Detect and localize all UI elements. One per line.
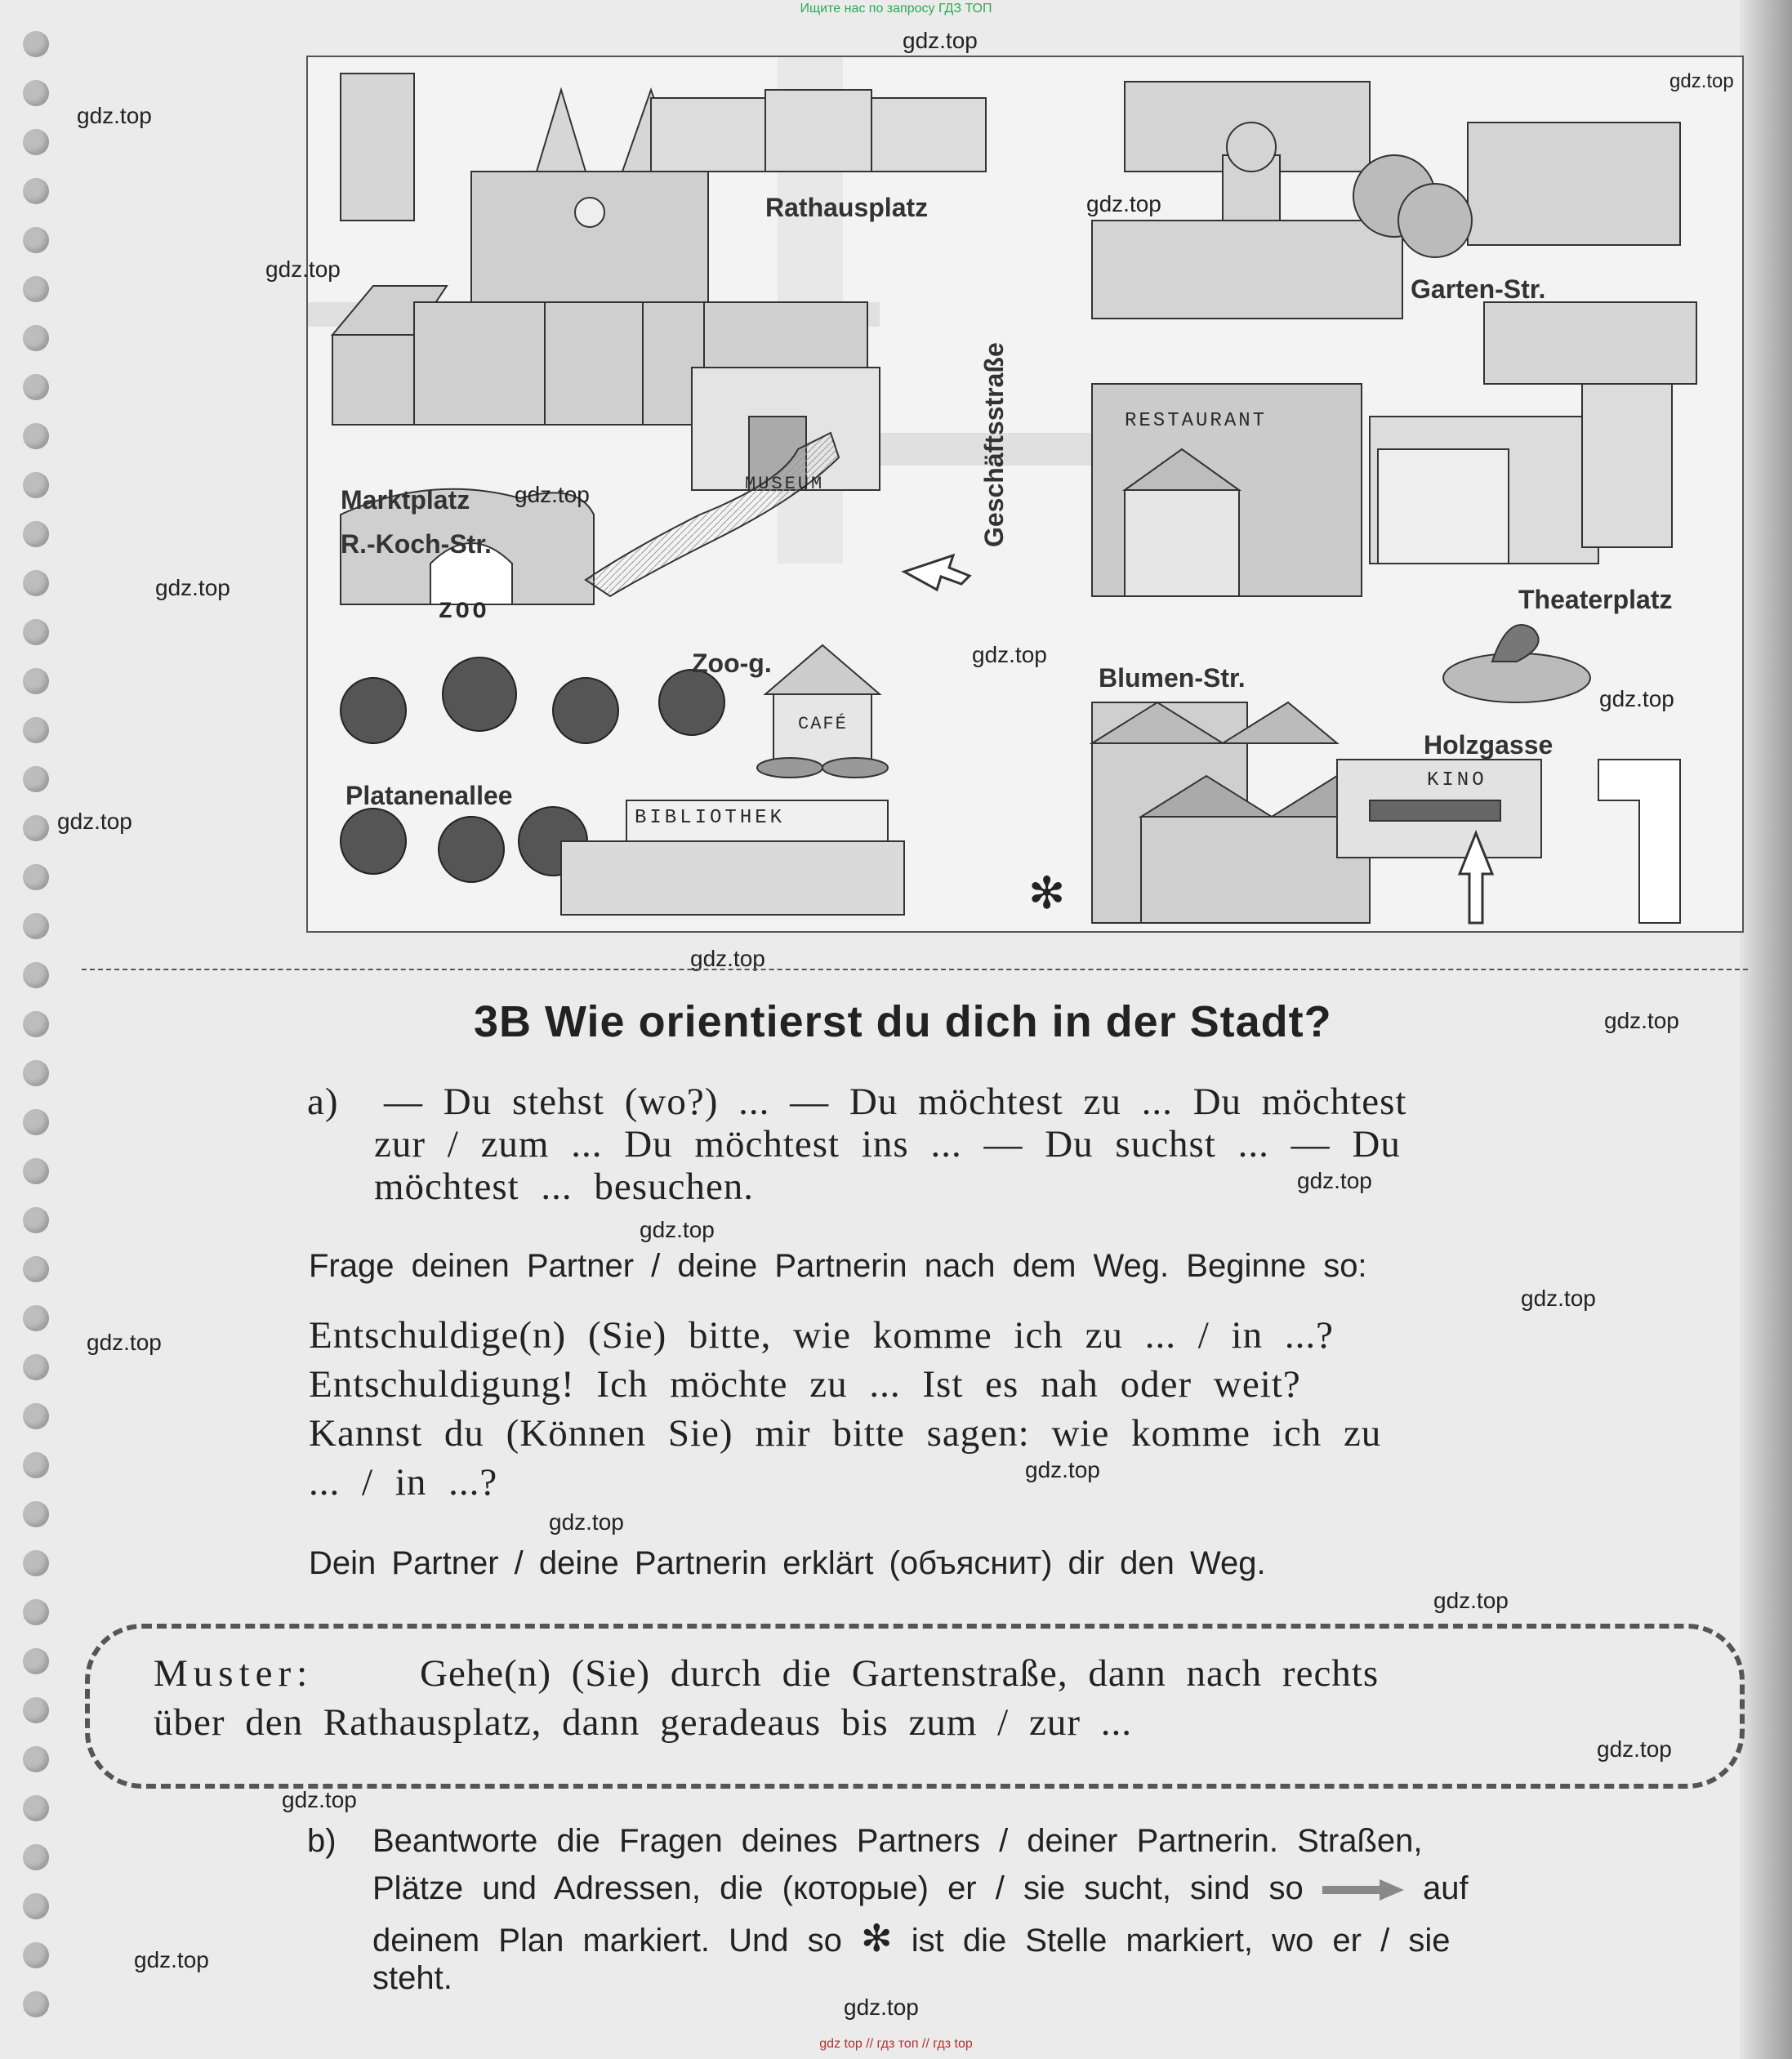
- part-b-line-3-text: deinem Plan markiert. Und so: [372, 1923, 842, 1959]
- label-garten-str: Garten-Str.: [1411, 274, 1546, 304]
- part-b-line-4: steht.: [372, 1960, 452, 1996]
- separator-line: [82, 969, 1748, 970]
- top-banner: Ищите нас по запросу ГДЗ ТОП: [800, 2, 992, 16]
- question-1: Entschuldige(n) (Sie) bitte, wie komme ich zu ... / in ...?: [309, 1314, 1334, 1357]
- label-zoo-g: Zoo-g.: [692, 648, 772, 678]
- watermark: gdz.top: [282, 1787, 357, 1812]
- part-a-line-2: zur / zum ... Du möchtest ins ... — Du suchst ... — Du: [374, 1123, 1401, 1165]
- watermark: gdz.top: [1086, 191, 1161, 216]
- watermark: gdz.top: [1669, 70, 1734, 92]
- label-marktplatz: Marktplatz: [341, 485, 470, 515]
- watermark: gdz.top: [155, 575, 230, 600]
- theater-icon: [1370, 302, 1696, 564]
- watermark: gdz.top: [690, 946, 765, 971]
- part-b-line-3-end: ist die Stelle markiert, wo er / sie: [911, 1923, 1451, 1959]
- watermark: gdz.top: [903, 28, 978, 53]
- bottom-banner: gdz top // гдз топ // гдз top: [819, 2037, 973, 2051]
- question-4: ... / in ...?: [309, 1461, 498, 1504]
- gray-arrow-icon: [1322, 1879, 1404, 1901]
- fountain-icon: [1443, 625, 1590, 702]
- label-platanenallee: Platanenallee: [345, 781, 513, 810]
- watermark: gdz.top: [1297, 1168, 1372, 1193]
- label-geschaeftsstrasse: Geschäftsstraße: [979, 342, 1009, 547]
- watermark: gdz.top: [972, 642, 1047, 667]
- part-b-line-3: [372, 1916, 1450, 1960]
- muster-label: Muster:: [154, 1652, 314, 1695]
- sign-museum: MUSEUM: [745, 474, 825, 494]
- sign-kino: KINO: [1427, 769, 1487, 791]
- location-star-icon: ✻: [1028, 869, 1066, 918]
- watermark: gdz.top: [1025, 1457, 1100, 1482]
- townhouses-icon: [651, 90, 986, 172]
- sign-restaurant: RESTAURANT: [1125, 410, 1268, 432]
- label-blumen-str: Blumen-Str.: [1099, 663, 1246, 693]
- muster-line-1: Gehe(n) (Sie) durch die Gartenstraße, dann nach rechts: [420, 1652, 1380, 1695]
- label-rathausplatz: Rathausplatz: [765, 193, 929, 222]
- star-marker-icon: ✻: [861, 1917, 893, 1959]
- explain-text: Dein Partner / deine Partnerin erklärt (объяснит) dir den Weg.: [309, 1545, 1266, 1581]
- part-b-label: b): [307, 1823, 337, 1859]
- label-theaterplatz: Theaterplatz: [1518, 585, 1673, 614]
- watermark: gdz.top: [1597, 1736, 1672, 1762]
- part-a-label: a): [307, 1081, 339, 1123]
- label-holzgasse: Holzgasse: [1424, 730, 1554, 760]
- part-a-line-3: möchtest ... besuchen.: [374, 1165, 755, 1208]
- part-b-line-2-text: Plätze und Adressen, die (которые) er / sie sucht, sind so: [372, 1870, 1304, 1906]
- watermark: gdz.top: [134, 1947, 209, 1972]
- watermark: gdz.top: [1604, 1008, 1679, 1033]
- museum-icon: [692, 302, 880, 490]
- flower-street-houses-icon: [1092, 702, 1370, 923]
- question-2: Entschuldigung! Ich möchte zu ... Ist es nah oder weit?: [309, 1363, 1301, 1406]
- part-a-line-1: — Du stehst (wo?) ... — Du möchtest zu ... Du möchtest: [384, 1081, 1407, 1123]
- section-title: 3B Wie orientierst du dich in der Stadt?: [474, 997, 1332, 1046]
- sign-cafe: CAFÉ: [798, 714, 848, 734]
- watermark: gdz.top: [87, 1330, 162, 1355]
- town-hall-icon: [1092, 82, 1680, 319]
- instruction-text: Frage deinen Partner / deine Partnerin nach dem Weg. Beginne so:: [309, 1248, 1367, 1284]
- watermark: gdz.top: [57, 809, 132, 834]
- muster-line-2: über den Rathausplatz, dann geradeaus bis zum / zur ...: [154, 1701, 1132, 1744]
- sign-bibliothek: BIBLIOTHEK: [635, 807, 786, 829]
- watermark: gdz.top: [549, 1509, 624, 1535]
- watermark: gdz.top: [844, 1994, 919, 2020]
- label-r-koch-str: R.-Koch-Str.: [341, 529, 492, 559]
- watermark: gdz.top: [1433, 1588, 1509, 1613]
- part-b-line-2: [372, 1870, 1469, 1907]
- cafe-icon: [757, 645, 888, 778]
- part-b-line-2-end: auf: [1423, 1870, 1469, 1906]
- watermark: gdz.top: [515, 482, 590, 507]
- part-b-line-1: Beantworte die Fragen deines Partners / deiner Partnerin. Straßen,: [372, 1823, 1423, 1859]
- sign-zoo: ZOO: [439, 599, 490, 625]
- watermark: gdz.top: [640, 1217, 715, 1242]
- watermark: gdz.top: [1599, 686, 1674, 711]
- watermark: gdz.top: [265, 256, 341, 282]
- watermark: gdz.top: [77, 103, 152, 128]
- watermark: gdz.top: [1521, 1286, 1596, 1311]
- question-3: Kannst du (Können Sie) mir bitte sagen: wie komme ich zu: [309, 1412, 1382, 1455]
- page-edge-shadow: [1740, 0, 1792, 2059]
